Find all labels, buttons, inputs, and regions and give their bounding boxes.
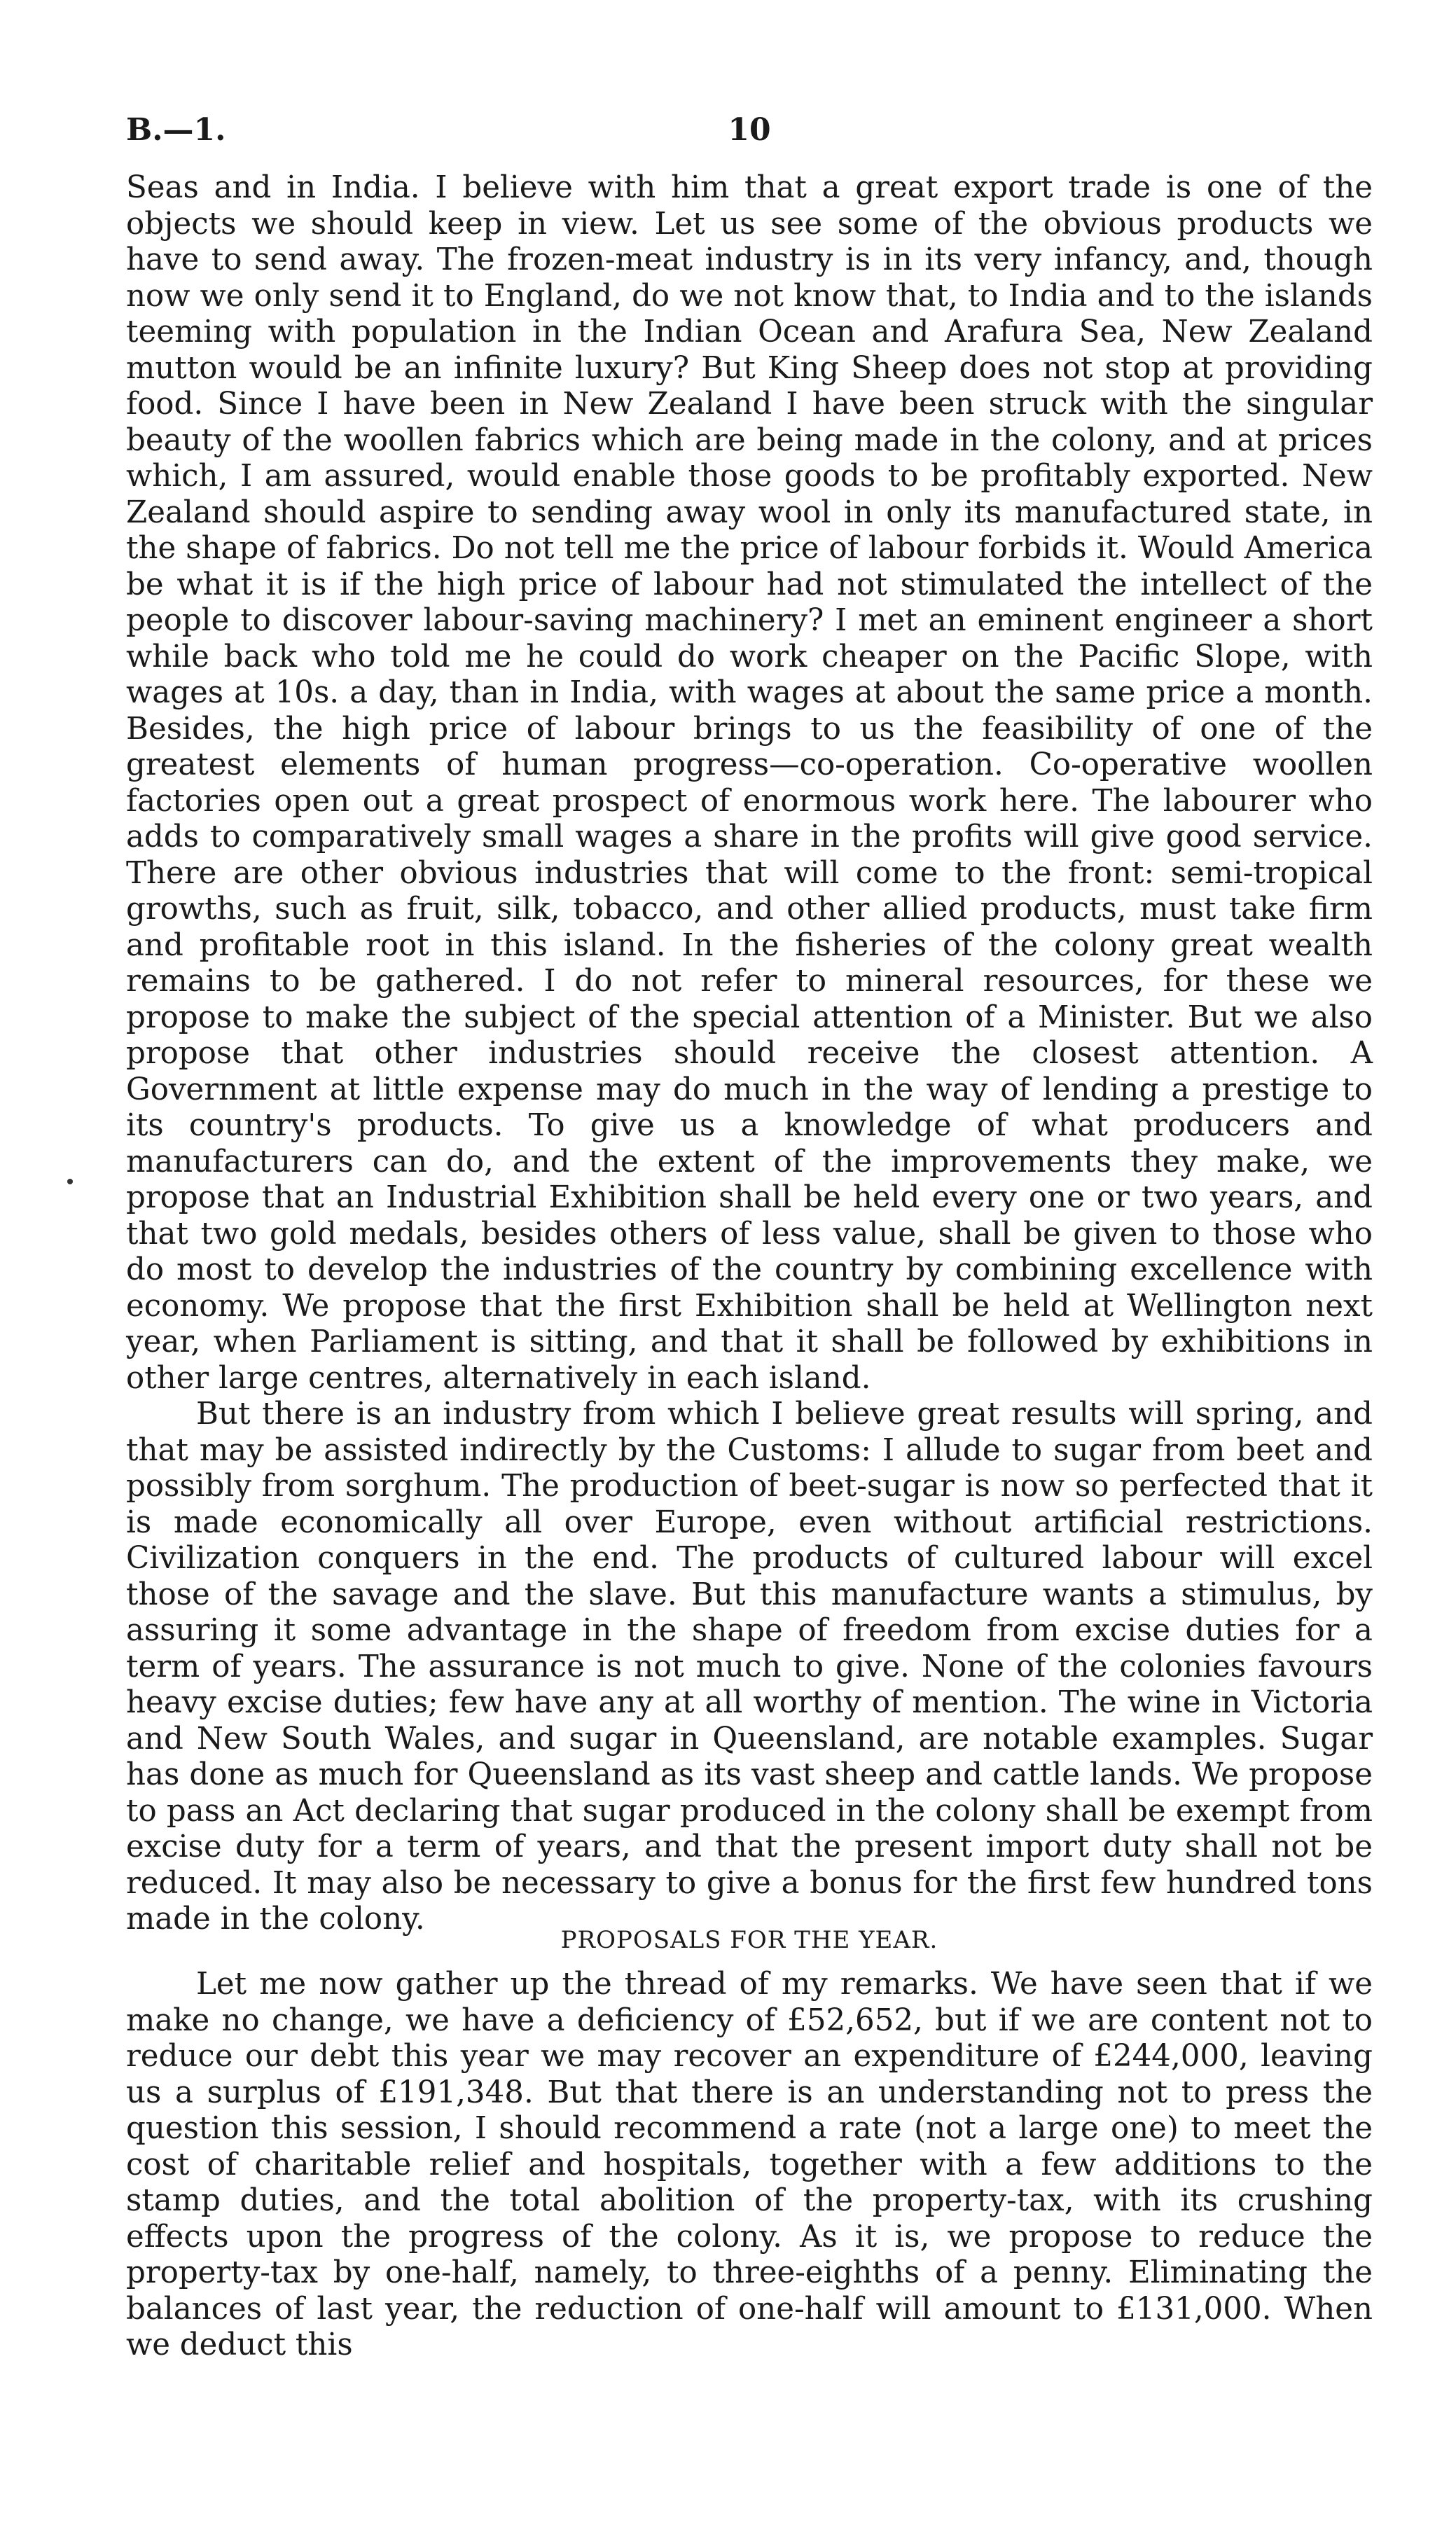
paragraph-export-trade: Seas and in India. I believe with him that a great export trade is one of the objects we should keep in view. Let us see some of the obvious products we have to send away. The frozen-meat industry is in its very infancy, and, though now we only send it to England, do we not know that, to India and to the islands teeming with population in the Indian Ocean and Arafura Sea, New Zealand mutton would be an infinite luxury? But King Sheep does not stop at providing food. Since I have been in New Zealand I have been struck with the singular beauty of the woollen fabrics which are being made in the colony, and at prices which, I am assured, would enable those goods to be profitably exported. New Zealand should aspire to sending away wool in only its manufactured state, in the shape of fabrics. Do not tell me the price of labour forbids it. Would America be what it is if the high price of labour had not stimulated the intellect of the people to discover labour-saving machinery? I met an eminent engineer a short while back who told me he could do work cheaper on the Pacific Slope, with wages at 10s. a day, than in India, with wages at about the same price a month. Besides, the high price of labour brings to us the feasibility of one of the greatest elements of human progress—co-operation. Co-operative woollen factories open out a great prospect of enormous work here. The labourer who adds to comparatively small wages a share in the profits will give good service. There are other obvious industries that will come to the front: semi-tropical growths, such as fruit, silk, tobacco, and other allied products, must take firm and profitable root in this island. In the fisheries of the colony great wealth remains to be gathered. I do not refer to mineral resources, for these we propose to make the subject of the special attention of a Minister. But we also propose that other industries should receive the closest attention. A Government at little expense may do much in the way of lending a prestige to its country's products. To give us a knowledge of what producers and manufacturers can do, and the extent of the improvements they make, we propose that an Industrial Exhibition shall be held every one or two years, and that two gold medals, besides others of less value, shall be given to those who do most to develop the industries of the country by combining excellence with economy. We propose that the first Exhibition shall be held at Wellington next year, when Parliament is sitting, and that it shall be followed by exhibitions in other large centres, alternatively in each island. (126, 170, 1373, 1396)
section-body-text (126, 1967, 1373, 2364)
margin-mark (67, 1179, 73, 1184)
page-header (126, 112, 1373, 154)
document-reference: B.—1. (126, 112, 226, 148)
section-heading: PROPOSALS FOR THE YEAR. (560, 1926, 938, 1954)
paragraph-sugar-industry: But there is an industry from which I believe great results will spring, and that may be assisted indirectly by the Customs: I allude to sugar from beet and possibly from sorghum. The production of beet-sugar is now so perfected that it is made economically all over Europe, even without artificial restrictions. Civilization conquers in the end. The products of cultured labour will excel those of the savage and the slave. But this manufacture wants a stimulus, by assuring it some advantage in the shape of freedom from excise duties for a term of years. The assurance is not much to give. None of the colonies favours heavy excise duties; few have any at all worthy of mention. The wine in Victoria and New South Wales, and sugar in Queensland, are notable examples. Sugar has done as much for Queensland as its vast sheep and cattle lands. We propose to pass an Act declaring that sugar produced in the colony shall be exempt from excise duty for a term of years, and that the present import duty shall not be reduced. It may also be necessary to give a bonus for the first few hundred tons made in the colony. (126, 1397, 1373, 1937)
main-body-text (126, 170, 1373, 1938)
paragraph-proposals: Let me now gather up the thread of my remarks. We have seen that if we make no change, we have a deficiency of £52,652, but if we are content not to reduce our debt this year we may recover an expenditure of £244,000, leaving us a surplus of £191,348. But that there is an understanding not to press the question this session, I should recommend a rate (not a large one) to meet the cost of charitable relief and hospitals, together with a few additions to the stamp duties, and the total abolition of the property-tax, with its crushing effects upon the progress of the colony. As it is, we propose to reduce the property-tax by one-half, namely, to three-eighths of a penny. Eliminating the balances of last year, the reduction of one-half will amount to £131,000. When we deduct this (126, 1967, 1373, 2362)
page-number: 10 (728, 112, 771, 148)
